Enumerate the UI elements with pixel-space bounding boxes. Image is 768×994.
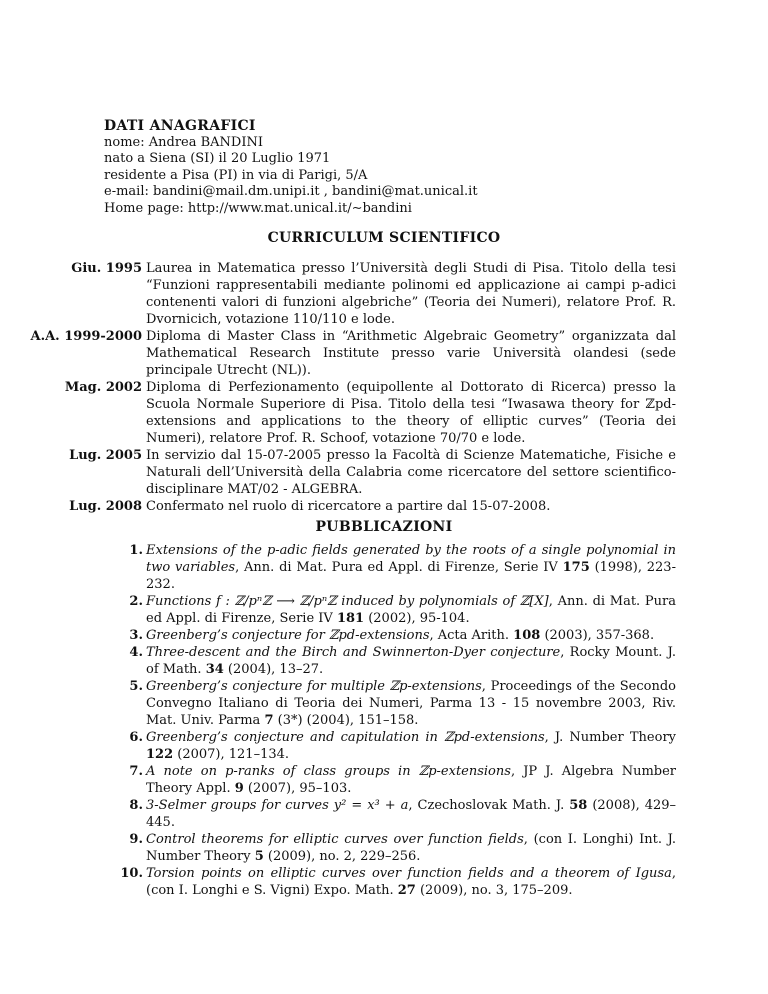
publication-details: (2009), no. 2, 229–256.	[263, 849, 421, 864]
publication-volume: 108	[513, 628, 541, 643]
cv-entry-date: A.A. 1999-2000	[30, 329, 142, 344]
publication-title: Extensions of the p-adic fields generated by the roots of a single polynomial in two variables	[146, 543, 676, 575]
publications-list	[0, 542, 768, 899]
publication-details: (2004), 13–27.	[223, 662, 324, 677]
personal-data-section	[104, 117, 724, 217]
publication-venue: , J. Number Theory	[544, 730, 676, 745]
cv-entry-text: Diploma di Master Class in “Arithmetic Algebraic Geometry” organizzata dal Mathematical Research Institute presso varie Università olandesi (sede principale Utrecht (NL)).	[146, 329, 676, 378]
publication-details: (2009), no. 3, 175–209.	[415, 883, 573, 898]
publication-number: 10.	[120, 866, 143, 881]
cv-entry	[0, 447, 768, 498]
publication-title: Torsion points on elliptic curves over function fields and a theorem of Igusa	[146, 866, 672, 881]
publication-venue: , Czechoslovak Math. J.	[408, 798, 570, 813]
publication-details: (2008), 429–445.	[146, 798, 677, 830]
publication-item	[0, 678, 768, 729]
publication-details: (2007), 121–134.	[173, 747, 290, 762]
birth-line: nato a Siena (SI) il 20 Luglio 1971	[104, 151, 331, 167]
publication-volume: 5	[254, 849, 264, 864]
publication-text	[146, 644, 676, 678]
homepage-line: Home page: http://www.mat.unical.it/∼bandini	[104, 200, 412, 216]
name-line: nome: Andrea BANDINI	[104, 135, 263, 150]
cv-entry-date: Lug. 2005	[69, 448, 142, 463]
curriculum-section	[0, 260, 768, 515]
cv-entry	[0, 379, 768, 447]
publication-venue: , Ann. di Mat. Pura ed Appl. di Firenze, Serie IV	[146, 594, 676, 626]
curriculum-heading: CURRICULUM SCIENTIFICO	[267, 230, 501, 246]
publication-text	[146, 678, 676, 729]
publication-text	[146, 542, 676, 593]
publication-item	[0, 797, 768, 831]
publication-volume: 122	[146, 747, 174, 762]
publication-item	[0, 763, 768, 797]
cv-entry	[0, 328, 768, 379]
publication-number: 5.	[129, 679, 143, 694]
publication-text	[146, 763, 676, 797]
cv-entry	[0, 498, 768, 515]
publication-number: 2.	[129, 594, 143, 609]
publication-venue: , (con I. Longhi) Int. J. Number Theory	[146, 832, 676, 864]
cv-entry-text: In servizio dal 15-07-2005 presso la Facoltà di Scienze Matematiche, Fisiche e Naturali dell’Università della Calabria come ricercatore del settore scientifico-disciplinare MAT/02 - ALGEBRA.	[146, 448, 676, 497]
personal-data-heading: DATI ANAGRAFICI	[104, 118, 256, 134]
publication-number: 7.	[129, 764, 143, 779]
publication-item	[0, 627, 768, 644]
publication-item	[0, 644, 768, 678]
publication-text	[146, 627, 676, 644]
publications-heading: PUBBLICAZIONI	[315, 519, 453, 535]
publication-item	[0, 593, 768, 627]
publication-number: 8.	[129, 798, 143, 813]
publication-title: Functions f : ℤ/pⁿℤ ⟶ ℤ/pⁿℤ induced by polynomials of ℤ[X]	[146, 594, 549, 609]
publication-volume: 58	[569, 798, 588, 813]
publication-text	[146, 865, 676, 899]
publication-volume: 27	[397, 883, 416, 898]
publication-item	[0, 831, 768, 865]
cv-entry-text: Laurea in Matematica presso l’Università degli Studi di Pisa. Titolo della tesi “Funzioni rappresentabili mediante polinomi ed applicazione ai campi p-adici contenenti valori di funzioni algebriche” (Teoria dei Numeri), relatore Prof. R. Dvornicich, votazione 110/110 e lode.	[146, 261, 676, 327]
publication-number: 9.	[129, 832, 143, 847]
email-line: e-mail: bandini@mail.dm.unipi.it , bandini@mat.unical.it	[104, 184, 478, 200]
publication-venue: , Proceedings of the Secondo Convegno Italiano di Teoria dei Numeri, Parma 13 - 15 novembre 2003, Riv. Mat. Univ. Parma	[146, 679, 676, 728]
publication-text	[146, 797, 676, 831]
publication-details: (2003), 357-368.	[540, 628, 655, 643]
publication-volume: 175	[562, 560, 590, 575]
publication-title: Greenberg’s conjecture for multiple ℤp-extensions	[146, 679, 482, 694]
publication-venue: , (con I. Longhi e S. Vigni) Expo. Math.	[146, 866, 676, 898]
publication-title: Greenberg’s conjecture and capitulation in ℤpd-extensions	[146, 730, 545, 745]
publication-venue: , Acta Arith.	[429, 628, 514, 643]
publication-number: 3.	[129, 628, 143, 643]
publication-title: Control theorems for elliptic curves over function fields	[146, 832, 524, 847]
publication-number: 4.	[129, 645, 143, 660]
cv-entry	[0, 260, 768, 328]
publication-title: A note on p-ranks of class groups in ℤp-extensions	[146, 764, 511, 779]
publication-text	[146, 593, 676, 627]
cv-entry-date: Giu. 1995	[71, 261, 142, 276]
address-line: residente a Pisa (PI) in via di Parigi, 5/A	[104, 167, 368, 183]
publication-venue: , JP J. Algebra Number Theory Appl.	[146, 764, 677, 796]
publication-venue: , Rocky Mount. J. of Math.	[146, 645, 676, 677]
publication-details: (3*) (2004), 151–158.	[273, 713, 419, 728]
publication-item	[0, 865, 768, 899]
cv-entry-text: Confermato nel ruolo di ricercatore a partire dal 15-07-2008.	[146, 499, 551, 514]
cv-entry-text: Diploma di Perfezionamento (equipollente al Dottorato di Ricerca) presso la Scuola Normale Superiore di Pisa. Titolo della tesi “Iwasawa theory for ℤpd-extensions and applications to the theory of elliptic curves” (Teoria dei Numeri), relatore Prof. R. Schoof, votazione 70/70 e lode.	[146, 380, 676, 446]
publication-venue: , Ann. di Mat. Pura ed Appl. di Firenze, Serie IV	[235, 560, 563, 575]
publication-details: (2002), 95-104.	[364, 611, 470, 626]
cv-entry-date: Lug. 2008	[69, 499, 142, 514]
publication-title: Greenberg’s conjecture for ℤpd-extensions	[146, 628, 430, 643]
publication-title: Three-descent and the Birch and Swinnerton-Dyer conjecture	[146, 645, 561, 660]
publication-title: 3-Selmer groups for curves y² = x³ + a	[146, 798, 409, 813]
publication-details: (2007), 95–103.	[243, 781, 352, 796]
publication-details: (1998), 223-232.	[146, 560, 676, 592]
publication-volume: 34	[205, 662, 224, 677]
publication-number: 1.	[129, 543, 143, 558]
publication-text	[146, 729, 676, 763]
publication-volume: 9	[234, 781, 244, 796]
publication-text	[146, 831, 676, 865]
publication-number: 6.	[129, 730, 143, 745]
publication-item	[0, 729, 768, 763]
publication-volume: 181	[336, 611, 365, 626]
publication-item	[0, 542, 768, 593]
publication-volume: 7	[264, 713, 274, 728]
cv-entry-date: Mag. 2002	[64, 380, 142, 395]
